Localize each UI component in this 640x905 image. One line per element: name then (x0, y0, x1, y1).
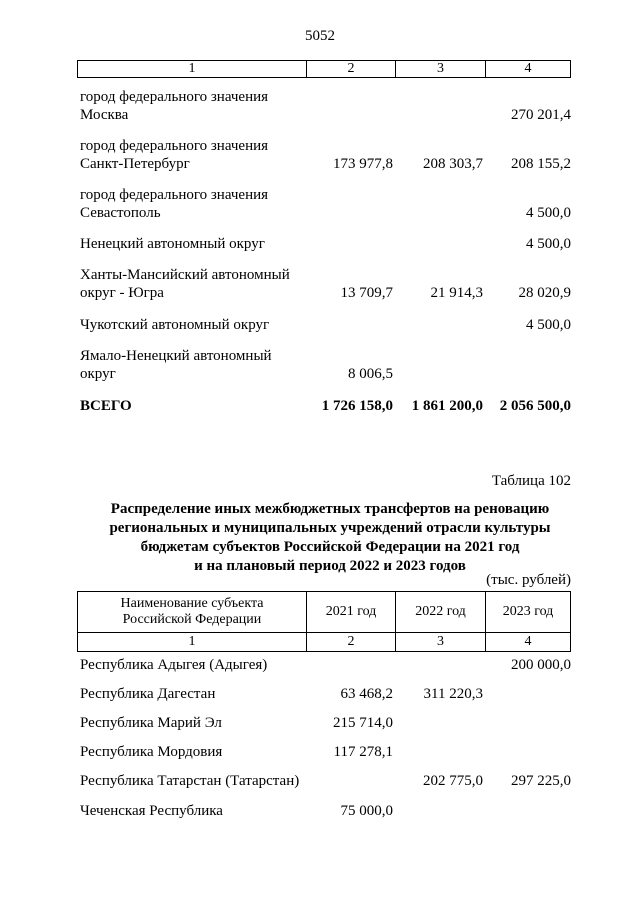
table1-header-col3: 3 (396, 61, 486, 77)
row-name: Республика Мордовия (80, 744, 223, 760)
value-2022: 202 775,0 (423, 773, 483, 789)
table1-header (77, 60, 571, 78)
row-name: Республика Дагестан (80, 686, 216, 702)
value-2022: 21 914,3 (430, 285, 483, 301)
table1-row (77, 88, 571, 124)
table-label: Таблица 102 (491, 473, 571, 489)
table1-row (77, 316, 571, 334)
row-name: Ханты-Мансийский автономный округ - Югра (80, 267, 290, 301)
header-name-column: Наименование субъекта Российской Федерации (78, 592, 307, 632)
value-2023: 28 020,9 (518, 285, 571, 301)
table1-header-col2: 2 (307, 61, 396, 77)
header-num-3: 3 (396, 633, 486, 651)
table1-row (77, 137, 571, 173)
value-2023: 200 000,0 (511, 657, 571, 673)
page-number: 5052 (305, 28, 335, 44)
value-2021: 117 278,1 (333, 744, 393, 760)
value-2023: 4 500,0 (526, 205, 571, 221)
table1-row (77, 235, 571, 253)
total-2022: 1 861 200,0 (411, 398, 483, 414)
value-2023: 270 201,4 (511, 107, 571, 123)
header-2022: 2022 год (396, 592, 486, 632)
total-2021: 1 726 158,0 (321, 398, 393, 414)
table1-header-col4: 4 (524, 61, 532, 76)
value-2022: 208 303,7 (423, 156, 483, 172)
table1-row (77, 347, 571, 383)
value-2021: 8 006,5 (348, 366, 393, 382)
total-label: ВСЕГО (80, 398, 132, 414)
value-2022: 311 220,3 (423, 686, 483, 702)
header-num-1: 1 (78, 633, 307, 651)
row-name: город федерального значения Москва (80, 89, 269, 123)
value-2021: 75 000,0 (340, 803, 393, 819)
header-num-2: 2 (307, 633, 396, 651)
table2-row (77, 656, 571, 674)
header-2023: 2023 год (502, 604, 554, 619)
row-name: Чукотский автономный округ (80, 317, 270, 333)
value-2021: 63 468,2 (340, 686, 393, 702)
table2-row (77, 685, 571, 703)
row-name: город федерального значения Санкт-Петербург (80, 138, 269, 172)
value-2023: 4 500,0 (526, 236, 571, 252)
header-2021: 2021 год (307, 592, 396, 632)
value-2021: 173 977,8 (333, 156, 393, 172)
table1-total-row (77, 397, 571, 415)
units-label: (тыс. рублей) (486, 572, 571, 588)
row-name: Республика Татарстан (Татарстан) (80, 773, 300, 789)
table2-row (77, 802, 571, 820)
row-name: город федерального значения Севастополь (80, 187, 269, 221)
value-2023: 297 225,0 (511, 773, 571, 789)
table2-row (77, 772, 571, 790)
value-2023: 4 500,0 (526, 317, 571, 333)
value-2021: 215 714,0 (333, 715, 393, 731)
header-num-4: 4 (524, 634, 532, 649)
value-2021: 13 709,7 (340, 285, 393, 301)
row-name: Республика Адыгея (Адыгея) (80, 657, 268, 673)
table2-header (77, 591, 571, 652)
table2-row (77, 714, 571, 732)
table2-row (77, 743, 571, 761)
table1-row (77, 266, 571, 302)
table1-header-col1: 1 (78, 61, 307, 77)
value-2023: 208 155,2 (511, 156, 571, 172)
row-name: Республика Марий Эл (80, 715, 222, 731)
total-2023: 2 056 500,0 (499, 398, 571, 414)
table1-row (77, 186, 571, 222)
table-title: Распределение иных межбюджетных трансфертов на реновацию региональных и муниципальных учреждений отрасли культуры бюджетам субъектов Российской Федерации на 2021 год и на плановый период 2022 и 2023 годов (109, 501, 551, 574)
row-name: Чеченская Республика (80, 803, 223, 819)
row-name: Ненецкий автономный округ (80, 236, 265, 252)
row-name: Ямало-Ненецкий автономный округ (80, 348, 272, 382)
